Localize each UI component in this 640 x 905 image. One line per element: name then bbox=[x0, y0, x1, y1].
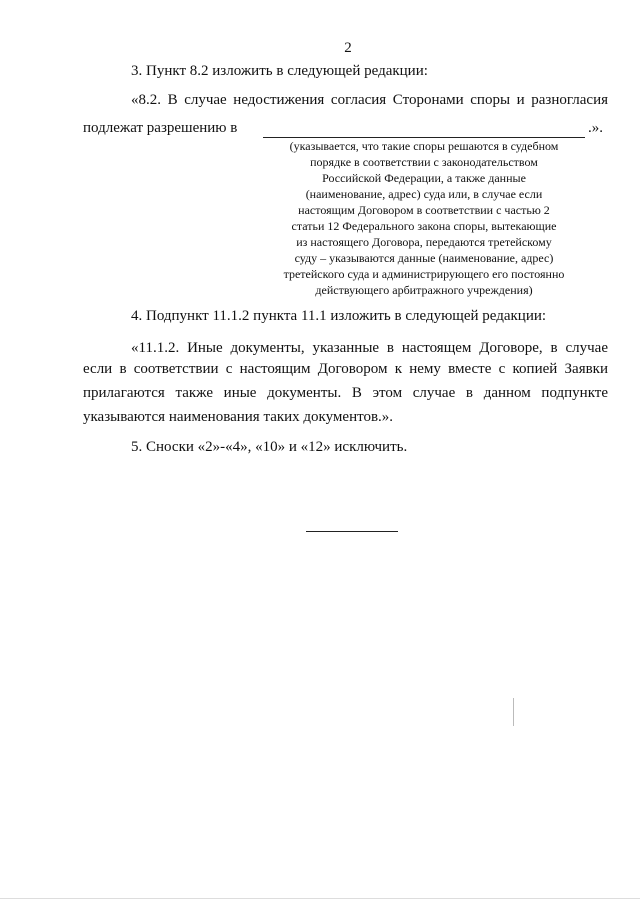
page-bottom-edge bbox=[0, 898, 640, 899]
note-line: Российской Федерации, а также данные bbox=[322, 171, 526, 185]
note-line: (наименование, адрес) суда или, в случае если bbox=[305, 187, 543, 201]
note-line: (указывается, что такие споры решаются в судебном bbox=[289, 139, 559, 153]
scan-artifact bbox=[513, 698, 514, 726]
item3-paragraph-line2-end: .». bbox=[588, 120, 603, 136]
note-line: действующего арбитражного учреждения) bbox=[315, 283, 533, 297]
item4-line4: указываются наименования таких документов.». bbox=[83, 409, 394, 425]
item5-text: 5. Сноски «2»-«4», «10» и «12» исключить. bbox=[131, 439, 408, 455]
footnote-instruction bbox=[263, 138, 585, 298]
item3-paragraph-line2-start: подлежат разрешению в bbox=[83, 120, 238, 136]
item3-paragraph-line1: «8.2. В случае недостижения согласия Сторонами споры и разногласия bbox=[131, 92, 608, 108]
end-rule bbox=[306, 531, 398, 532]
item4-line3: прилагаются также иные документы. В этом случае в данном подпункте bbox=[83, 385, 608, 401]
item4-line2: если в соответствии с настоящим Договором к нему вместе с копией Заявки bbox=[83, 361, 608, 377]
page-number: 2 bbox=[344, 40, 352, 56]
note-line: третейского суда и администрирующего его постоянно bbox=[283, 267, 565, 281]
item4-heading: 4. Подпункт 11.1.2 пункта 11.1 изложить в следующей редакции: bbox=[131, 308, 547, 324]
note-line: из настоящего Договора, передаются третейскому bbox=[296, 235, 552, 249]
note-line: статьи 12 Федерального закона споры, вытекающие bbox=[291, 219, 557, 233]
item4-line1: «11.1.2. Иные документы, указанные в настоящем Договоре, в случае bbox=[131, 340, 608, 356]
note-line: порядке в соответствии с законодательством bbox=[310, 155, 538, 169]
note-line: настоящим Договором в соответствии с частью 2 bbox=[298, 203, 550, 217]
item3-heading: 3. Пункт 8.2 изложить в следующей редакции: bbox=[131, 63, 428, 79]
note-line: суду – указываются данные (наименование, адрес) bbox=[294, 251, 554, 265]
